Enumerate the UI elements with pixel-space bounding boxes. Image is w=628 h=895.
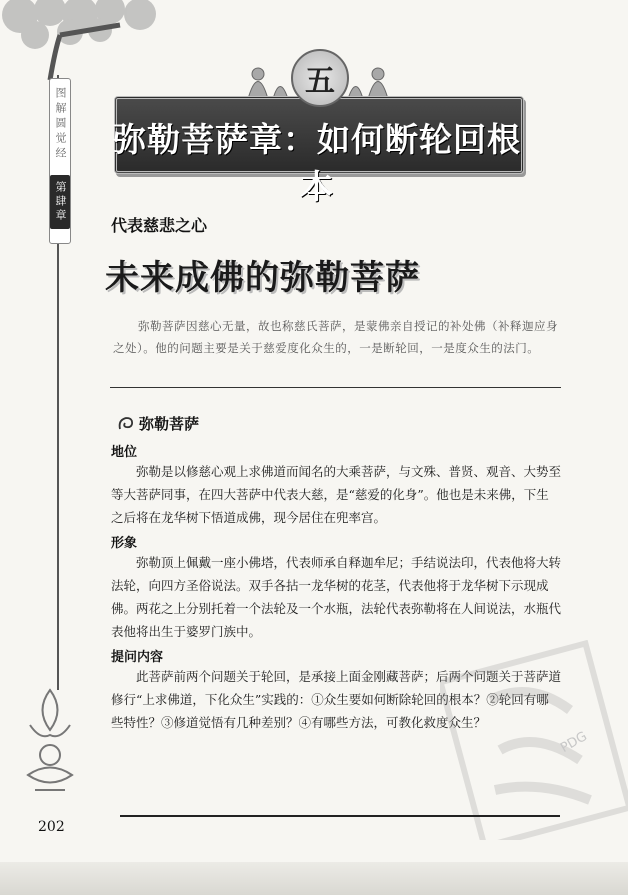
book-title-vertical: 图解圆觉经 — [54, 87, 67, 162]
chapter-number-badge — [291, 49, 349, 107]
chapter-number: 五 — [305, 64, 335, 99]
questions-paragraph: 此菩萨前两个问题关于轮回，是承接上面金刚藏菩萨；后两个问题关于菩萨道修行“上求佛道，下化众生”实践的：①众生要如何断除轮回的根本？②轮回有哪些特性？③修道觉悟有几种差别？④有哪些方法，可教化救度众生？ — [111, 669, 562, 730]
chapter-banner — [108, 44, 526, 206]
subheading: 代表慈悲之心 — [111, 216, 208, 235]
image-paragraph: 弥勒顶上佩戴一座小佛塔，代表师承自释迦牟尼；手结说法印，代表他将大转法轮，向四方圣俗说法。双手各拈一龙华树的花茎，代表他将于龙华树下示现成佛。两花之上分别托着一个法轮及一个水瓶，法轮代表弥勒将在人间说法，水瓶代表他将出生于婆罗门族中。 — [111, 555, 562, 639]
page-title: 未来成佛的弥勒菩萨 — [105, 258, 420, 298]
image-label: 形象 — [111, 536, 138, 551]
divider — [110, 387, 561, 388]
intro-paragraph: 弥勒菩萨因慈心无量，故也称慈氏菩萨，是蒙佛亲自授记的补处佛（补释迦应身之处）。他的问题主要是关于慈爱度化众生的，一是断轮回，一是度众生的法门。 — [113, 319, 558, 355]
status-paragraph: 弥勒是以修慈心观上求佛道而闻名的大乘菩萨，与文殊、普贤、观音、大势至等大菩萨同事，在四大菩萨中代表大慈，是“慈爱的化身”。他也是未来佛，下生之后将在龙华树下悟道成佛，现今居住在兜率宫。 — [111, 464, 562, 525]
footer-divider — [120, 815, 560, 817]
section-title: 弥勒菩萨 — [139, 415, 200, 433]
section-heading — [116, 413, 199, 434]
lotus-ornament-icon — [20, 680, 80, 800]
chapter-label-vertical: 第肆章 — [50, 175, 70, 229]
questions-label: 提问内容 — [111, 650, 164, 665]
chapter-side-tab — [49, 78, 71, 244]
swirl-icon — [116, 414, 136, 434]
scan-edge — [0, 862, 628, 895]
status-label: 地位 — [111, 445, 138, 460]
chapter-title: 弥勒菩萨章：如何断轮回根本 — [113, 120, 521, 206]
page-number: 202 — [38, 819, 65, 835]
watermark-label: PDG — [558, 729, 590, 756]
